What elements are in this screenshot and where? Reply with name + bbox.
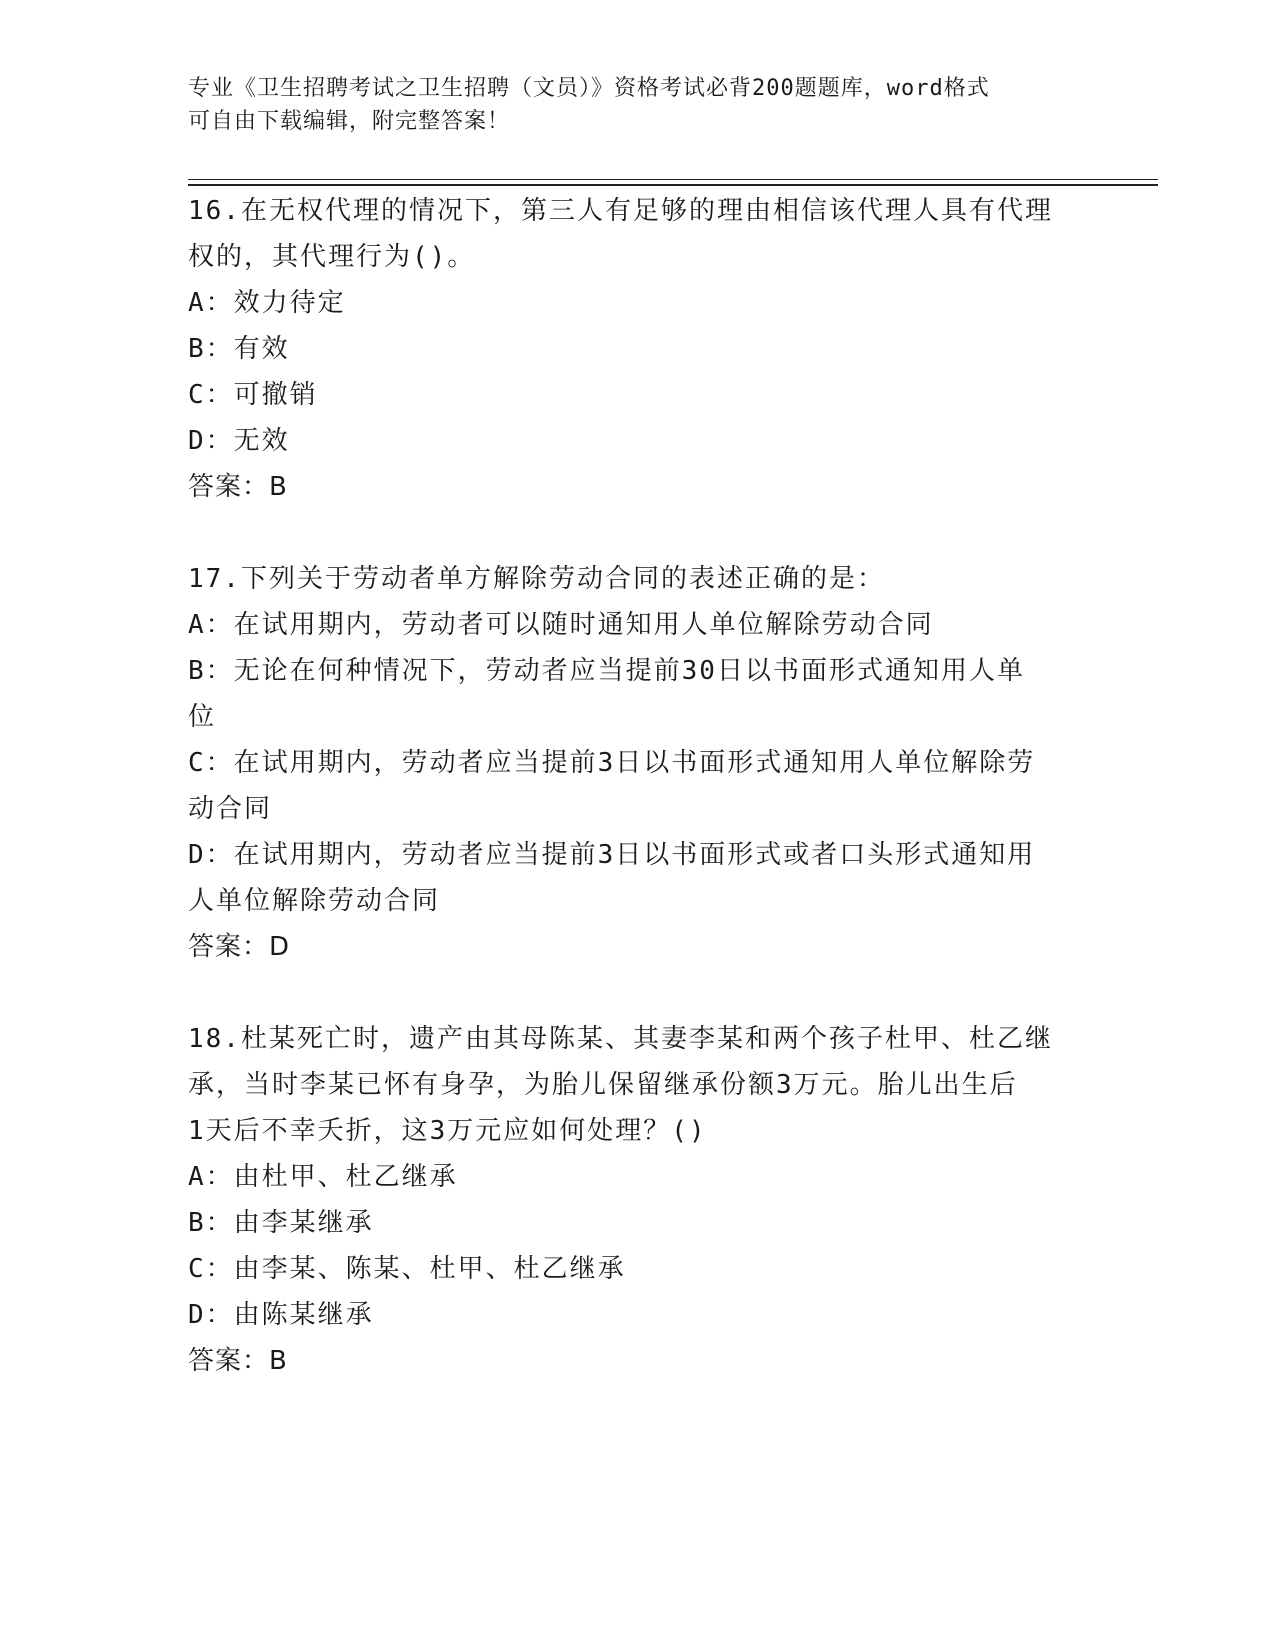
question-stem-line: 18.杜某死亡时，遗产由其母陈某、其妻李某和两个孩子杜甲、杜乙继 [188, 1024, 1053, 1054]
answer-option-line: B：由李某继承 [188, 1208, 374, 1238]
document-header [188, 72, 1088, 138]
question-block [188, 188, 1088, 510]
question-block [188, 556, 1088, 970]
answer-option-line: D：由陈某继承 [188, 1300, 374, 1330]
question-stem-line: 1天后不幸夭折，这3万元应如何处理？() [188, 1116, 707, 1146]
answer-key: 答案：B [188, 472, 288, 502]
question-stem-line: 16.在无权代理的情况下，第三人有足够的理由相信该代理人具有代理 [188, 196, 1053, 226]
question-spacer [188, 970, 1088, 1016]
answer-option-line: C：在试用期内，劳动者应当提前3日以书面形式通知用人单位解除劳 [188, 748, 1036, 778]
answer-option-line: D：在试用期内，劳动者应当提前3日以书面形式或者口头形式通知用 [188, 840, 1036, 870]
answer-option-line: 人单位解除劳动合同 [188, 886, 441, 916]
answer-option-line: A：效力待定 [188, 288, 346, 318]
question-block [188, 1016, 1088, 1384]
answer-key: 答案：D [188, 932, 291, 962]
answer-option-line: A：在试用期内，劳动者可以随时通知用人单位解除劳动合同 [188, 610, 934, 640]
answer-option-line: 位 [188, 702, 217, 732]
answer-option-line: B：有效 [188, 334, 290, 364]
question-spacer [188, 510, 1088, 556]
answer-option-line: C：可撤销 [188, 380, 318, 410]
answer-option-line: B：无论在何种情况下，劳动者应当提前30日以书面形式通知用人单 [188, 656, 1025, 686]
header-line-1: 专业《卫生招聘考试之卫生招聘（文员）》资格考试必背200题题库，word格式 [188, 76, 990, 101]
question-list [188, 188, 1088, 1384]
question-stem-line: 17.下列关于劳动者单方解除劳动合同的表述正确的是： [188, 564, 885, 594]
answer-option-line: C：由李某、陈某、杜甲、杜乙继承 [188, 1254, 626, 1284]
header-divider-thin [188, 179, 1158, 180]
header-divider-thick [188, 184, 1158, 186]
answer-option-line: D：无效 [188, 426, 290, 456]
header-line-2: 可自由下载编辑，附完整答案！ [188, 109, 511, 134]
question-stem-line: 承，当时李某已怀有身孕，为胎儿保留继承份额3万元。胎儿出生后 [188, 1070, 1018, 1100]
answer-option-line: A：由杜甲、杜乙继承 [188, 1162, 458, 1192]
answer-option-line: 动合同 [188, 794, 273, 824]
answer-key: 答案：B [188, 1346, 288, 1376]
question-stem-line: 权的，其代理行为()。 [188, 242, 476, 272]
